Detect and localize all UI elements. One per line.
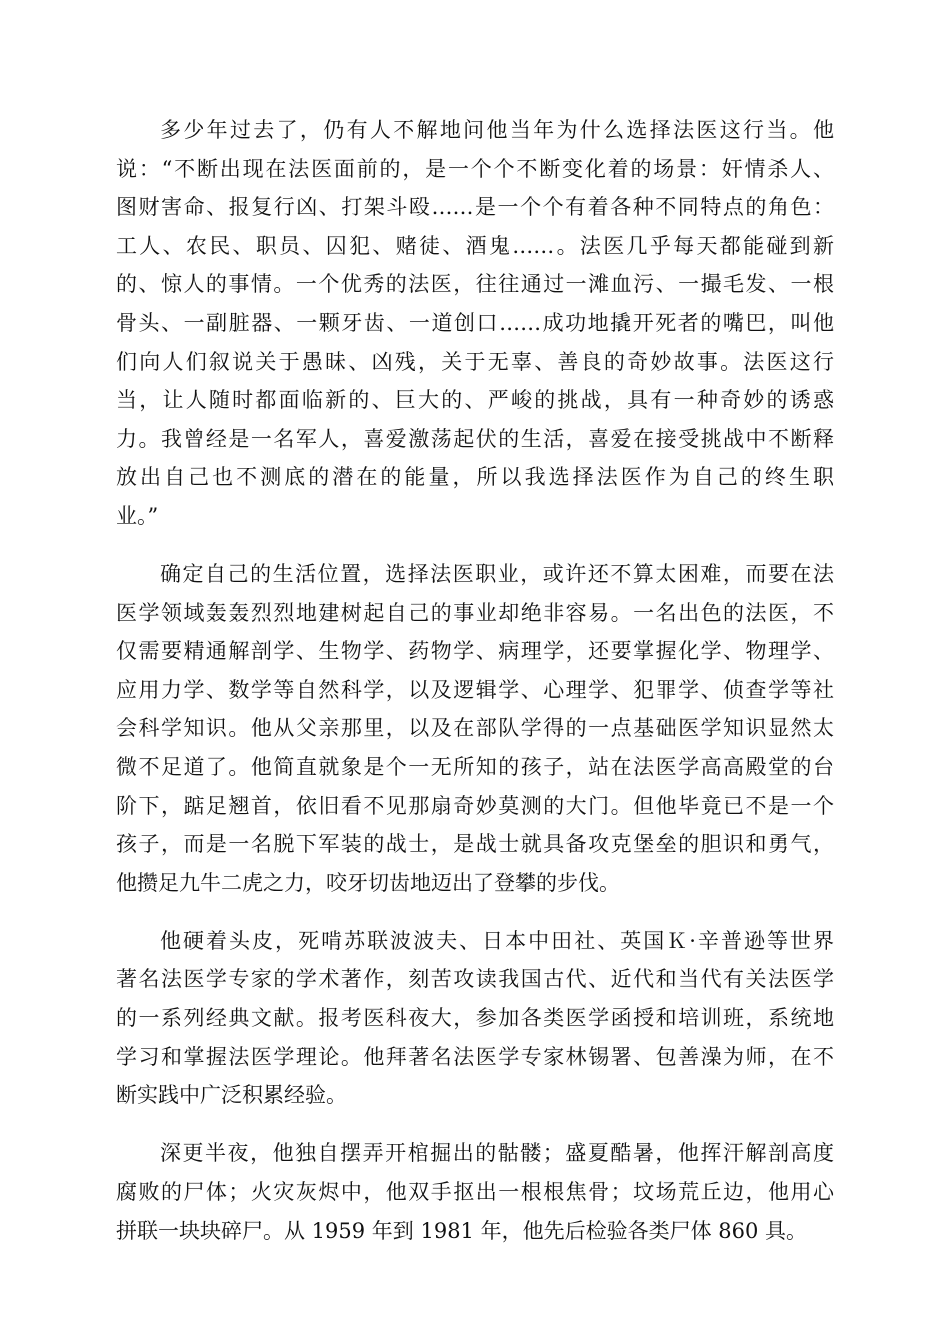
text-line: 腐败的尸体；火灾灰烬中，他双手抠出一根根焦骨；坟场荒丘边，他用心: [116, 1179, 834, 1204]
text-line: 微不足道了。他简直就象是个一无所知的孩子，站在法医学高高殿堂的台: [116, 755, 834, 779]
text-line: 放出自己也不测底的潜在的能量，所以我选择法医作为自己的终生职: [116, 465, 834, 490]
text-line: 断实践中广泛积累经验。: [116, 1083, 347, 1108]
text-line: 孩子，而是一名脱下军装的战士，是战士就具备攻克堡垒的胆识和勇气，: [116, 832, 834, 857]
text-line: 著名法医学专家的学术著作，刻苦攻读我国古代、近代和当代有关法医学: [116, 967, 834, 992]
paragraph-3: [116, 922, 834, 1115]
paragraph-4: [116, 1134, 834, 1250]
text-line: 多少年过去了，仍有人不解地问他当年为什么选择法医这行当。他: [160, 118, 834, 142]
text-line: 学习和掌握法医学理论。他拜著名法医学专家林锡署、包善澡为师，在不: [116, 1044, 834, 1069]
text-line: 们向人们叙说关于愚昧、凶残，关于无辜、善良的奇妙故事。法医这行: [116, 349, 834, 374]
text-line: 力。我曾经是一名军人，喜爱激荡起伏的生活，喜爱在接受挑战中不断释: [116, 426, 834, 451]
text-line: 工人、农民、职员、囚犯、赌徒、酒鬼……。法医几乎每天都能碰到新: [116, 233, 834, 258]
text-line: 仅需要精通解剖学、生物学、药物学、病理学，还要掌握化学、物理学、: [116, 639, 834, 664]
text-line: 骨头、一副脏器、一颗牙齿、一道创口……成功地撬开死者的嘴巴，叫他: [116, 310, 834, 335]
text-line: 深更半夜，他独自摆弄开棺掘出的骷髅；盛夏酷暑，他挥汗解剖高度: [160, 1141, 834, 1166]
text-line: 会科学知识。他从父亲那里，以及在部队学得的一点基础医学知识显然太: [116, 716, 834, 741]
text-line: 拼联一块块碎尸。从 1959 年到 1981 年，他先后检验各类尸体 860 具。: [116, 1218, 808, 1243]
text-line: 图财害命、报复行凶、打架斗殴……是一个个有着各种不同特点的角色：: [116, 195, 834, 220]
text-line: 他硬着头皮，死啃苏联波波夫、日本中田社、英国Ｋ·辛普逊等世界: [160, 928, 834, 953]
paragraph-1: [116, 111, 834, 536]
text-line: 业。”: [116, 503, 159, 528]
text-line: 的、惊人的事情。一个优秀的法医，往往通过一滩血污、一撮毛发、一根: [116, 272, 834, 297]
text-line: 说：“不断出现在法医面前的，是一个个不断变化着的场景：奸情杀人、: [116, 156, 834, 181]
document-body: [116, 111, 834, 1270]
text-line: 他攒足九牛二虎之力，咬牙切齿地迈出了登攀的步伐。: [116, 870, 620, 895]
paragraph-2: [116, 555, 834, 902]
text-line: 阶下，踮足翘首，依旧看不见那扇奇妙莫测的大门。但他毕竟已不是一个: [116, 793, 834, 818]
text-line: 确定自己的生活位置，选择法医职业，或许还不算太困难，而要在法: [160, 562, 834, 587]
text-line: 医学领域轰轰烈烈地建树起自己的事业却绝非容易。一名出色的法医，不: [116, 600, 834, 625]
text-line: 当，让人随时都面临新的、巨大的、严峻的挑战，具有一种奇妙的诱惑: [116, 388, 834, 413]
text-line: 的一系列经典文献。报考医科夜大，参加各类医学函授和培训班，系统地: [116, 1006, 834, 1031]
text-line: 应用力学、数学等自然科学，以及逻辑学、心理学、犯罪学、侦查学等社: [116, 677, 834, 702]
